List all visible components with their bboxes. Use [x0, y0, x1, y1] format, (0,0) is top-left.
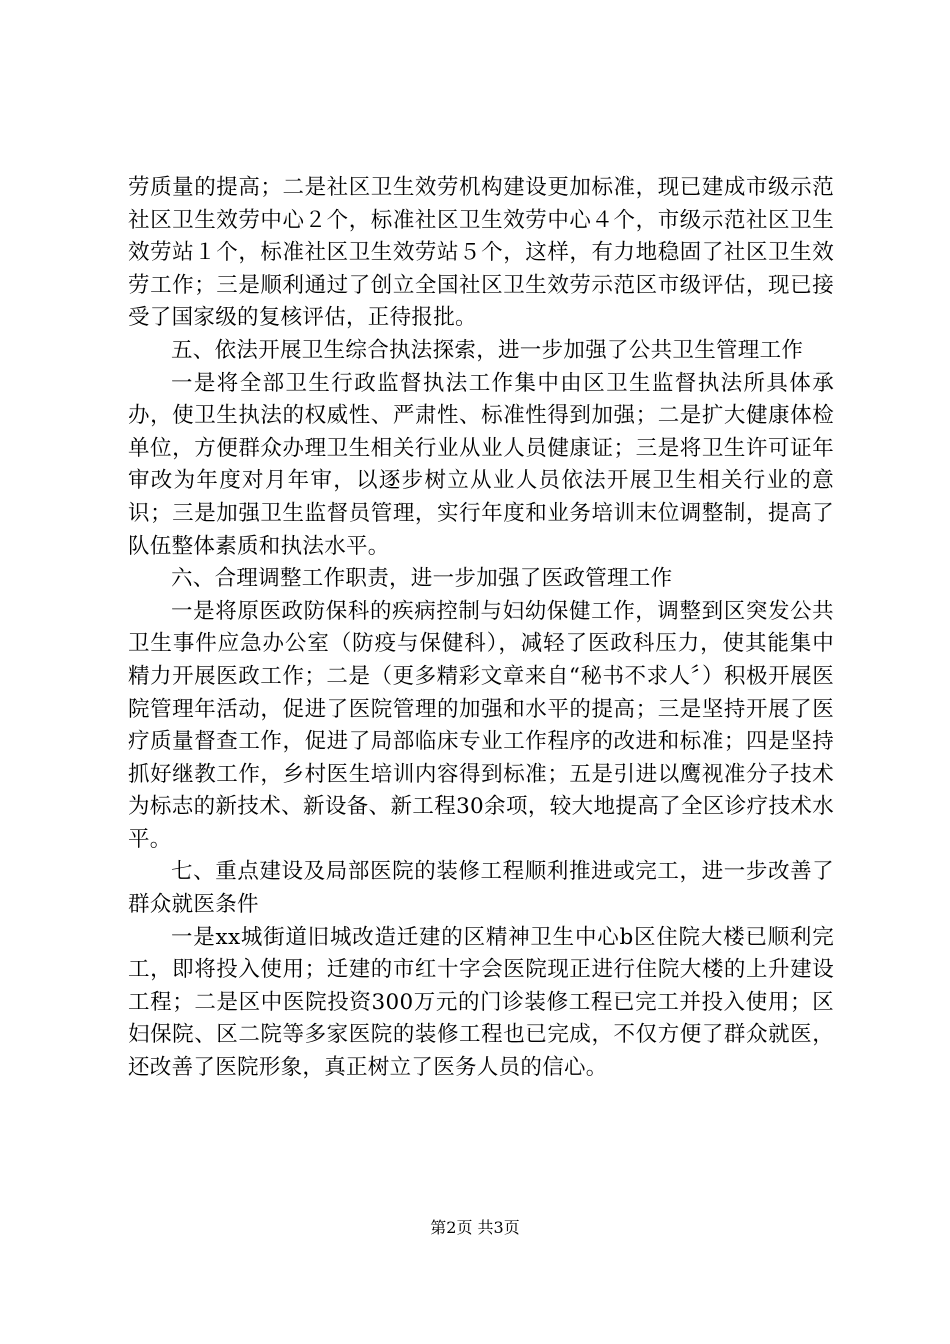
- section-heading-6: 六、合理调整工作职责，进一步加强了医政管理工作: [171, 566, 673, 592]
- body-paragraph-3: 一是将原医政防保科的疾病控制与妇幼保健工作，调整到区突发公共卫生事件应急办公室（防疫与保健科），减轻了医政科压力，使其能集中精力开展医政工作；二是（更多精彩文章来自“秘书不求人〞）积极开展医院管理年活动，促进了医院管理的加强和水平的提高；三是坚持开展了医疗质量督查工作，促进了局部临床专业工作程序的改进和标准；四是坚持抓好继教工作，乡村医生培训内容得到标准；五是引进以鹰视准分子技术为标志的新技术、新设备、新工程30余项，较大地提高了全区诊疗技术水平。: [128, 598, 834, 852]
- section-heading-5: 五、依法开展卫生综合执法探索，进一步加强了公共卫生管理工作: [171, 337, 804, 363]
- body-paragraph-4: 一是xx城街道旧城改造迁建的区精神卫生中心b区住院大楼已顺利完工，即将投入使用；迁建的市红十字会医院现正进行住院大楼的上升建设工程；二是区中医院投资300万元的门诊装修工程已完工并投入使用；区妇保院、区二院等多家医院的装修工程也已完成，不仅方便了群众就医，还改善了医院形象，真正树立了医务人员的信心。: [128, 924, 834, 1081]
- body-paragraph-1: 劳质量的提高；二是社区卫生效劳机构建设更加标准，现已建成市级示范社区卫生效劳中心２个，标准社区卫生效劳中心４个，市级示范社区卫生效劳站１个，标准社区卫生效劳站５个，这样，有力地稳固了社区卫生效劳工作；三是顺利通过了创立全国社区卫生效劳示范区市级评估，现已接受了国家级的复核评估，正待报批。: [128, 175, 834, 331]
- page-footer: 第2页 共3页: [430, 1218, 520, 1237]
- section-heading-7: 七、重点建设及局部医院的装修工程顺利推进或完工，进一步改善了群众就医条件: [128, 859, 834, 918]
- body-paragraph-2: 一是将全部卫生行政监督执法工作集中由区卫生监督执法所具体承办，使卫生执法的权威性、严肃性、标准性得到加强；二是扩大健康体检单位，方便群众办理卫生相关行业从业人员健康证；三是将卫生许可证年审改为年度对月年审，以逐步树立从业人员依法开展卫生相关行业的意识；三是加强卫生监督员管理，实行年度和业务培训末位调整制，提高了队伍整体素质和执法水平。: [128, 370, 834, 559]
- document-body: [128, 172, 834, 1085]
